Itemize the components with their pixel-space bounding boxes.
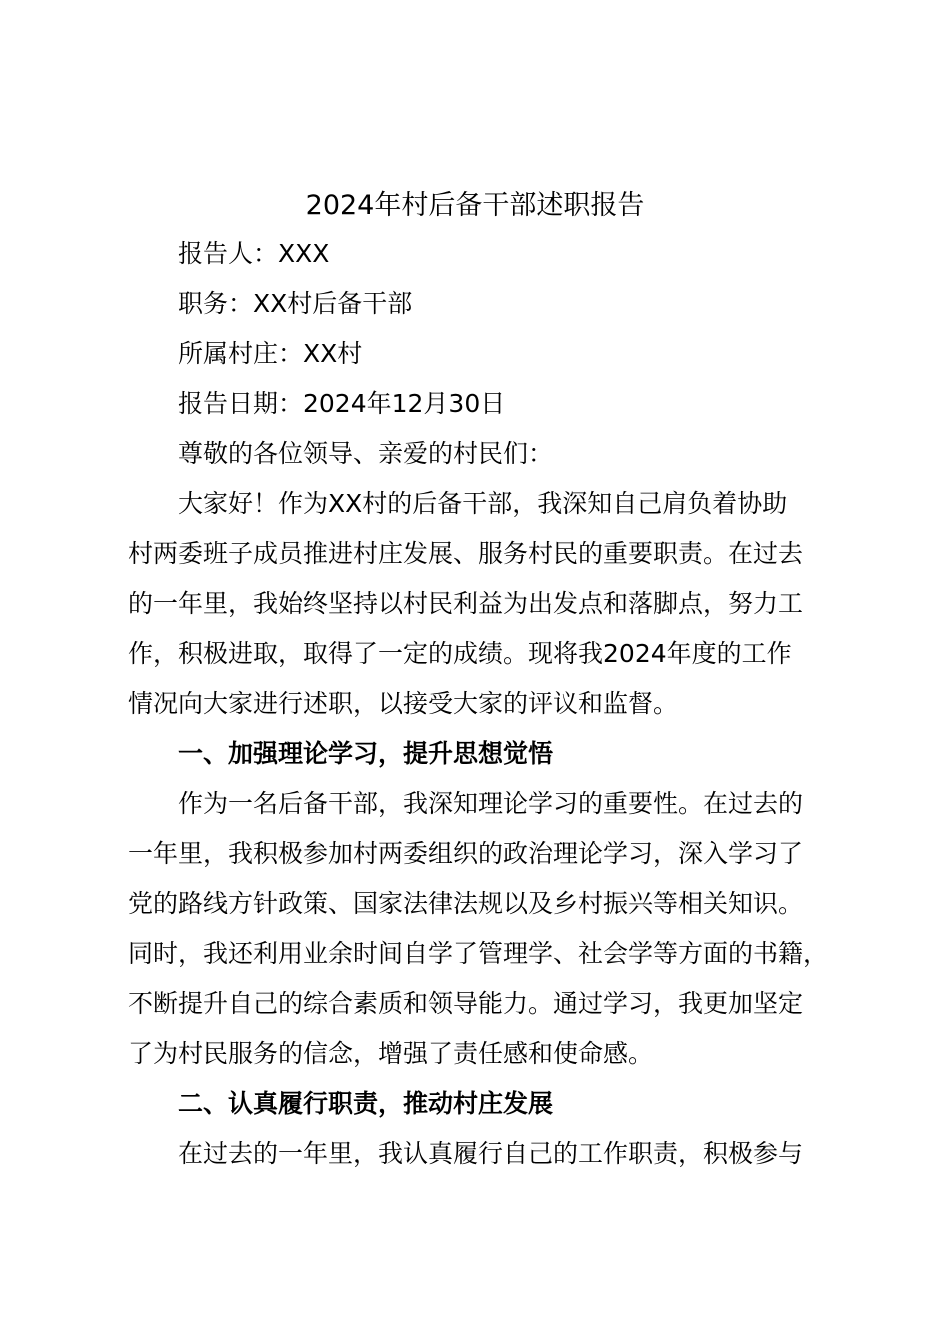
document-title: 2024年村后备干部述职报告	[305, 190, 645, 221]
reporter-line: 报告人：XXX	[178, 239, 330, 268]
intro-paragraph-line: 作，积极进取，取得了一定的成绩。现将我2024年度的工作	[128, 639, 792, 668]
greeting-line: 尊敬的各位领导、亲爱的村民们：	[178, 439, 554, 468]
report-date-line: 报告日期：2024年12月30日	[178, 389, 506, 418]
section-2-paragraph-line: 在过去的一年里，我认真履行自己的工作职责，积极参与	[178, 1139, 804, 1168]
section-1-paragraph-line: 不断提升自己的综合素质和领导能力。通过学习，我更加坚定	[128, 989, 804, 1018]
section-1-paragraph-line: 了为村民服务的信念，增强了责任感和使命感。	[128, 1039, 654, 1068]
section-1-paragraph-line: 同时，我还利用业余时间自学了管理学、社会学等方面的书籍，	[128, 939, 829, 968]
section-2-heading: 二、认真履行职责，推动村庄发展	[178, 1089, 554, 1118]
position-line: 职务：XX村后备干部	[178, 289, 413, 318]
intro-paragraph-line: 情况向大家进行述职，以接受大家的评议和监督。	[128, 689, 679, 718]
section-1-paragraph-line: 一年里，我积极参加村两委组织的政治理论学习，深入学习了	[128, 839, 804, 868]
intro-paragraph-line: 的一年里，我始终坚持以村民利益为出发点和落脚点，努力工	[128, 589, 804, 618]
section-1-heading: 一、加强理论学习，提升思想觉悟	[178, 739, 554, 768]
section-1-paragraph-line: 作为一名后备干部，我深知理论学习的重要性。在过去的	[178, 789, 804, 818]
village-line: 所属村庄：XX村	[178, 339, 363, 368]
section-1-paragraph-line: 党的路线方针政策、国家法律法规以及乡村振兴等相关知识。	[128, 889, 804, 918]
intro-paragraph-line: 村两委班子成员推进村庄发展、服务村民的重要职责。在过去	[128, 539, 804, 568]
intro-paragraph-line: 大家好！作为XX村的后备干部，我深知自己肩负着协助	[178, 489, 788, 518]
